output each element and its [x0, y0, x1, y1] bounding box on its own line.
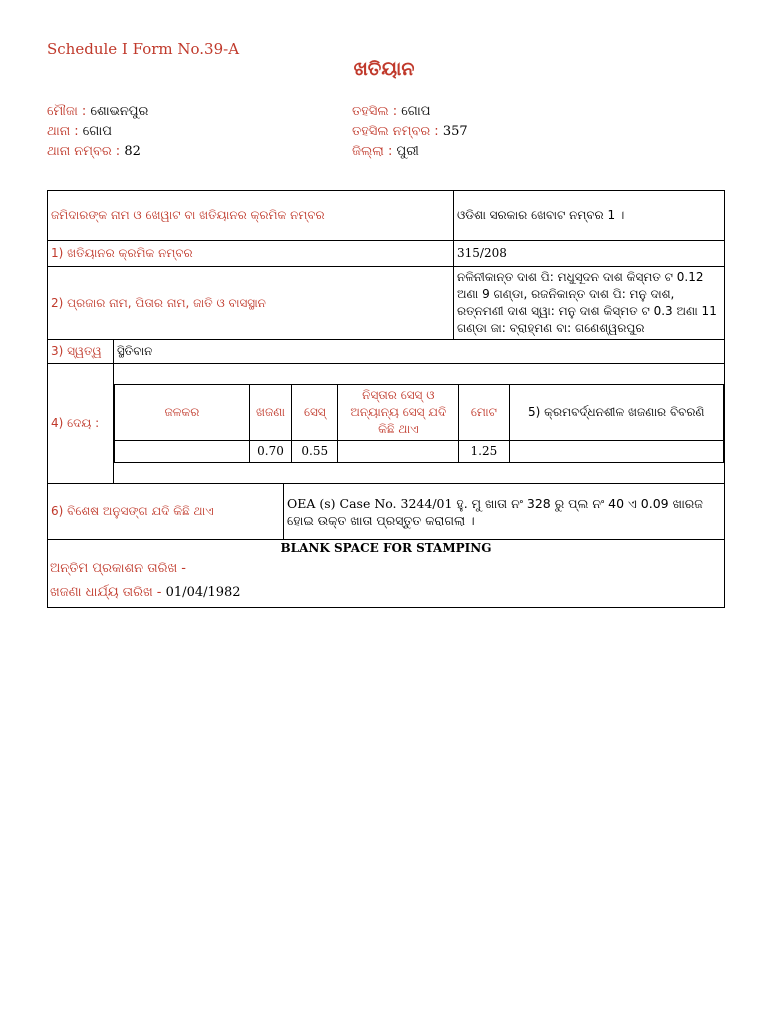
right-value: ସ୍ଥିତିବାନ [114, 340, 725, 364]
khatiyan-serial-row [48, 241, 725, 267]
dues-value-total: 1.25 [459, 441, 509, 463]
mouza-value: ଶୋଭନପୁର [90, 104, 149, 119]
location-info-right [352, 102, 468, 162]
dues-header-other-ses: ନିସ୍ତାର ସେସ୍ ଓ ଅନ୍ୟାନ୍ୟ ସେସ୍ ଯଦି କିଛି ଥାଏ [338, 385, 459, 441]
dues-value-jalkar [115, 441, 250, 463]
dues-header-row [115, 385, 724, 441]
special-row [48, 484, 725, 540]
dues-label: 4) ଦେୟ : [48, 364, 114, 484]
khatiyan-serial-value: 315/208 [454, 241, 725, 267]
thana-number-value: 82 [124, 144, 141, 159]
dues-table [114, 384, 724, 463]
mouza-label: ମୌଜା : [47, 104, 91, 119]
tahasil-value: ଗୋପ [401, 104, 431, 119]
tenant-row [48, 267, 725, 340]
dues-row [48, 364, 725, 484]
tahasil-row [352, 102, 468, 122]
dues-header-ses: ସେସ୍ [292, 385, 338, 441]
tahasil-number-value: 357 [442, 124, 468, 139]
stamp-title: BLANK SPACE FOR STAMPING [280, 541, 492, 555]
dues-header-total: ମୋଟ [459, 385, 509, 441]
tahasil-number-row [352, 122, 468, 142]
form-number: Schedule I Form No.39-A [47, 40, 240, 58]
special-value [284, 484, 725, 540]
thana-row [47, 122, 148, 142]
khatiyan-serial-label: 1) ଖତିୟାନର କ୍ରମିକ ନମ୍ବର [48, 241, 454, 267]
dues-header-jalkar: ଜଳକର [115, 385, 250, 441]
dues-value-row [115, 441, 724, 463]
tenant-label: 2) ପ୍ରଜାର ନାମ, ପିତାର ନାମ, ଜାତି ଓ ବାସସ୍ଥାନ [48, 267, 454, 340]
dues-header-progressive: 5) କ୍ରମବର୍ଦ୍ଧନଶୀଳ ଖଜଣାର ବିବରଣି [509, 385, 723, 441]
document-title: ଖତିୟାନ [353, 58, 415, 80]
zamindar-label: ଜମିଦାରଙ୍କ ନାମ ଓ ଖେୱାଟ ବା ଖତିୟାନର କ୍ରମିକ ନମ୍ବର [48, 191, 454, 241]
dues-cell [114, 364, 725, 484]
khajana-date-label: ଖଜଣା ଧାର୍ଯ୍ୟ ତାରିଖ - [50, 585, 166, 600]
special-label: 6) ବିଶେଷ ଅନୁସଙ୍ଗ ଯଦି କିଛି ଥାଏ [48, 484, 284, 540]
dues-header-khajana: ଖଜଣା [249, 385, 291, 441]
tahasil-label: ତହସିଲ : [352, 104, 402, 119]
final-publication-line [50, 557, 722, 581]
district-label: ଜିଲ୍ଲା : [352, 144, 397, 159]
special-value-case: OEA (s) Case No. 3244/01 [287, 495, 457, 511]
final-publication-label: ଅନ୍ତିମ ପ୍ରକାଶନ ତାରିଖ - [50, 561, 186, 576]
khatiyan-table [47, 190, 725, 608]
mouza-row [47, 102, 148, 122]
khajana-date-line [50, 581, 722, 605]
zamindar-value: ଓଡିଶା ସରକାର ଖେବାଟ ନମ୍ବର 1 । [454, 191, 725, 241]
tenant-value: ନଳିନୀକାନ୍ତ ଦାଶ ପି: ମଧୁସୂଦନ ଦାଶ କିସ୍ମତ ଟ 0.12 ଅଣା 9 ଗଣ୍ଡା, ରଜନିକାନ୍ତ ଦାଶ ପି: ମନୁ ଦାଶ, ରତ୍ନମଣୀ ଦାଶ ସ୍ୱା: ମନୁ ଦାଶ କିସ୍ମତ ଟ 0.3 ଅଣା 11 ଗଣ୍ଡା ଜା: ବ୍ରାହ୍ମଣ ବା: ଗଣେଶ୍ୱରପୁର [454, 267, 725, 340]
dues-value-khajana: 0.70 [249, 441, 291, 463]
khajana-date-value: 01/04/1982 [165, 585, 241, 600]
right-label: 3) ସ୍ୱତ୍ୱ [48, 340, 114, 364]
dues-value-other-ses [338, 441, 459, 463]
right-row [48, 340, 725, 364]
tahasil-number-label: ତହସିଲ ନମ୍ବର : [352, 124, 443, 139]
dues-value-progressive [509, 441, 723, 463]
district-row [352, 142, 468, 162]
dues-value-ses: 0.55 [292, 441, 338, 463]
special-value-note: ହୁ. ମୁ ଖାତା ନଂ 328 ରୁ ପ୍ଲ ନଂ 40 ଏ 0.09 ଖାରଜ ହୋଇ ଉକ୍ତ ଖାତା ପ୍ରସ୍ତୁତ କରାଗଲା । [287, 495, 703, 528]
district-value: ପୁରୀ [396, 144, 419, 159]
stamp-row [48, 540, 725, 608]
thana-number-row [47, 142, 148, 162]
zamindar-row [48, 191, 725, 241]
stamp-area [48, 540, 725, 608]
thana-number-label: ଥାନା ନମ୍ବର : [47, 144, 125, 159]
location-info-left [47, 102, 148, 162]
thana-value: ଗୋପ [82, 124, 112, 139]
thana-label: ଥାନା : [47, 124, 83, 139]
